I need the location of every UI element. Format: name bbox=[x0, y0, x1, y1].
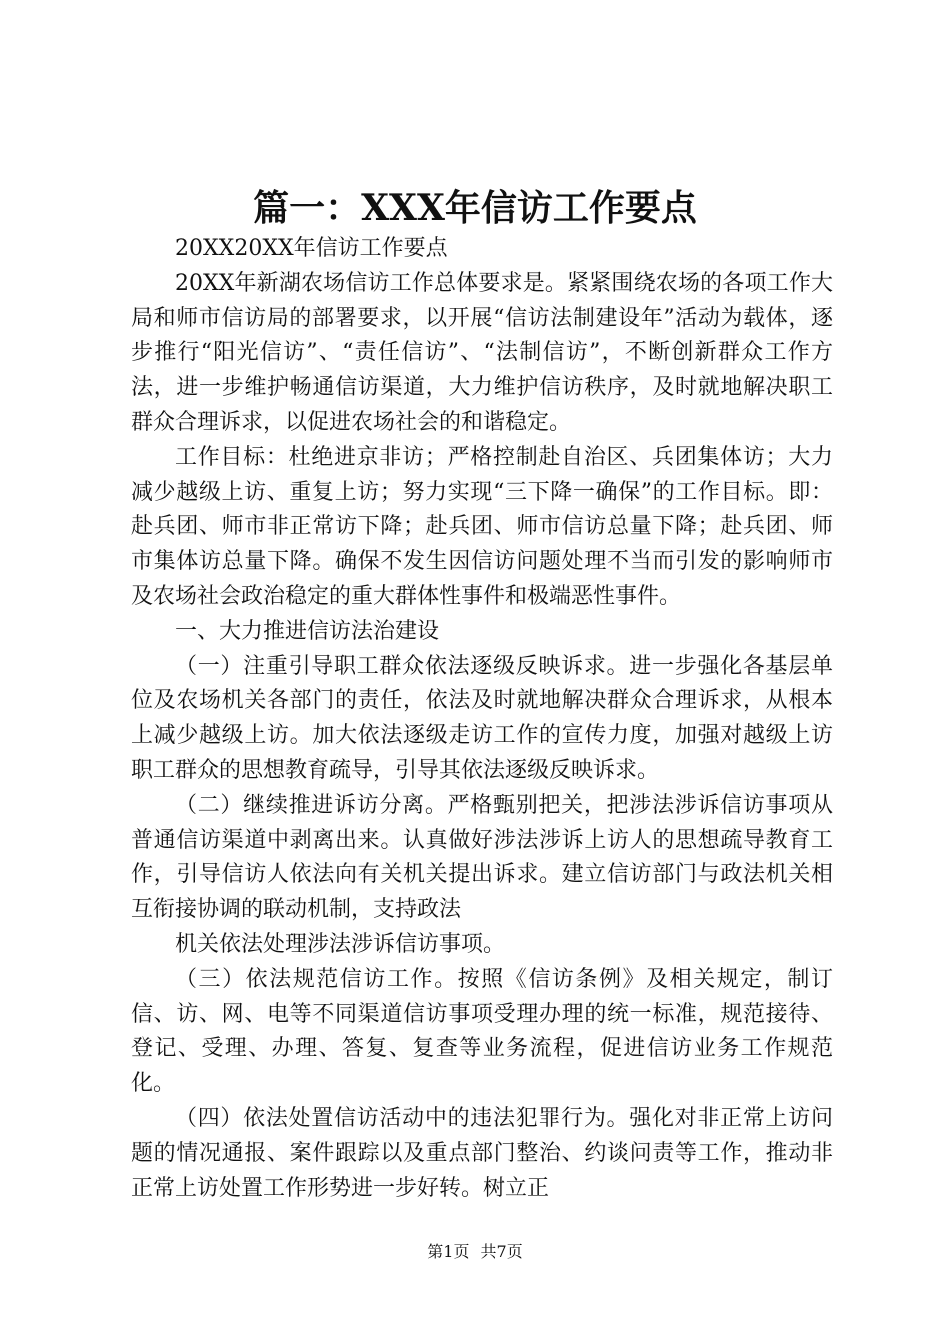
page-total: 共7页 bbox=[480, 1242, 523, 1261]
page-number: 第1页 bbox=[427, 1242, 470, 1261]
work-goals-paragraph: 工作目标：杜绝进京非访；严格控制赴自治区、兵团集体访；大力减少越级上访、重复上访；努力实现“三下降一确保”的工作目标。即：赴兵团、师市非正常访下降；赴兵团、师市信访总量下降；赴兵团、师市集体访总量下降。确保不发生因信访问题处理不当而引发的影响师市及农场社会政治稳定的重大群体性事件和极端恶性事件。 bbox=[131, 444, 833, 609]
overall-requirements-paragraph: 20XX年新湖农场信访工作总体要求是。紧紧围绕农场的各项工作大局和师市信访局的部署要求，以开展“信访法制建设年”活动为载体，逐步推行“阳光信访”、“责任信访”、“法制信访”，不断创新群众工作方法，进一步维护畅通信访渠道，大力维护信访秩序，及时就地解决职工群众合理诉求，以促进农场社会的和谐稳定。 bbox=[131, 270, 833, 435]
item-paragraph-2-continued: 机关依法处理涉法涉诉信访事项。 bbox=[175, 931, 506, 957]
subtitle-paragraph: 20XX20XX年信访工作要点 bbox=[175, 236, 448, 261]
item-paragraph-4: （四）依法处置信访活动中的违法犯罪行为。强化对非正常上访问题的情况通报、案件跟踪以及重点部门整治、约谈问责等工作，推动非正常上访处置工作形势进一步好转。树立正 bbox=[131, 1105, 833, 1201]
item-paragraph-3: （三）依法规范信访工作。按照《信访条例》及相关规定，制订信、访、网、电等不同渠道信访事项受理办理的统一标准，规范接待、登记、受理、办理、答复、复查等业务流程，促进信访业务工作规范化。 bbox=[131, 966, 833, 1097]
section-heading-1: 一、大力推进信访法治建设 bbox=[175, 618, 440, 644]
item-paragraph-2: （二）继续推进诉访分离。严格甄别把关，把涉法涉诉信访事项从普通信访渠道中剥离出来。认真做好涉法涉诉上访人的思想疏导教育工作，引导信访人依法向有关机关提出诉求。建立信访部门与政法机关相互衔接协调的联动机制，支持政法 bbox=[131, 792, 833, 923]
page-footer bbox=[0, 1240, 950, 1264]
item-paragraph-1: （一）注重引导职工群众依法逐级反映诉求。进一步强化各基层单位及农场机关各部门的责任，依法及时就地解决群众合理诉求，从根本上减少越级上访。加大依法逐级走访工作的宣传力度，加强对越级上访职工群众的思想教育疏导，引导其依法逐级反映诉求。 bbox=[131, 653, 833, 783]
document-title: 篇一：XXX年信访工作要点 bbox=[253, 187, 697, 229]
document-body bbox=[131, 232, 833, 1206]
